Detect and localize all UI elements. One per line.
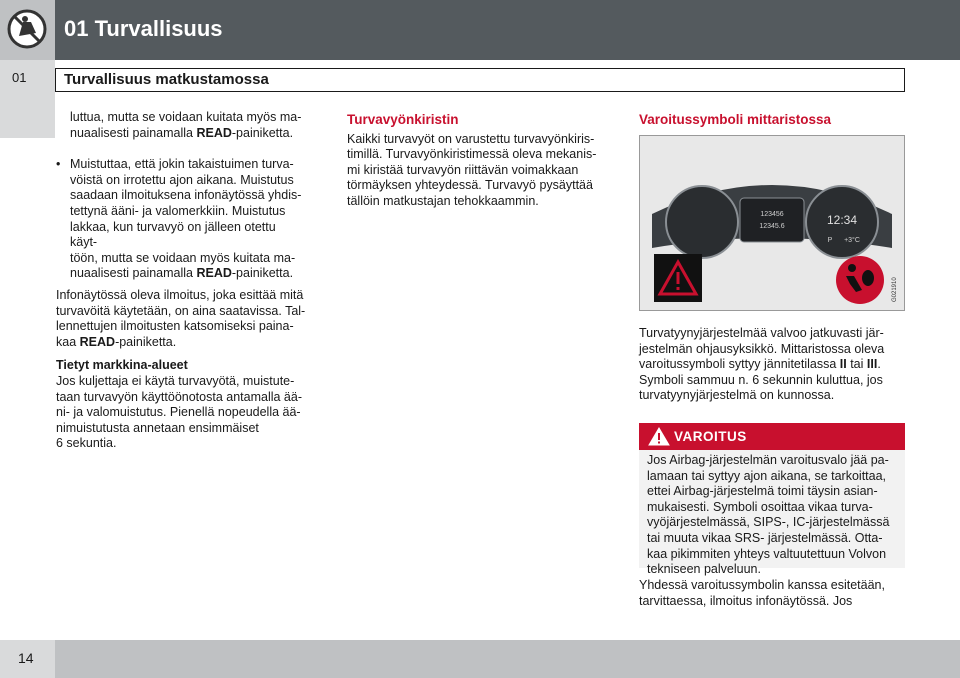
- gear-text: P: [827, 237, 833, 244]
- header-icon-box: [0, 0, 55, 60]
- temp-text: +3°C: [844, 237, 860, 244]
- instrument-cluster-image: [639, 135, 905, 311]
- no-airbag-icon: [0, 0, 55, 60]
- middle-column: Turvavyönkiristin Kaikki turvavyöt on varustettu turvavyönkiris- timillä. Turvavyönkiristimessä oleva mekanis- mi kiristää turvavyön riittävän voimakkaan törmäyksen yhteydessä. Turvavyö pysäyttää tällöin matkustajan tehokkaammin.: [347, 112, 622, 210]
- warning-body: Jos Airbag-järjestelmän varoitusvalo jää pa- lamaan tai syttyy ajon aikana, se tarkoittaa, ettei Airbag-järjestelmä toimi täysin asian- mukaisesti. Symboli osoittaa vikaa turva- vyöjärjestelmässä, SIPS-, IC-järjestelmässä tai muuta vikaa SRS- järjestelmässä. Otta- kaa pikimmiten yhteys valtuutettuun Volvon tekniseen palveluun.: [639, 450, 905, 568]
- list-item: • Muistuttaa, että jokin takaistuimen turva- vöistä on irrotettu ajon aikana. Muistutus saadaan ilmoituksena infonäytössä yhdis- tettynä ääni- ja valomerkkiin. Muistutus lakkaa, kun turvavyö on jälleen otettu käyt- töön, mutta se voidaan myös kuitata ma- nuaalisesti painamalla READ-painiketta.: [56, 157, 302, 281]
- warning-triangle-icon: [645, 423, 673, 450]
- left-column: [56, 110, 306, 452]
- chapter-tab-label: 01: [12, 70, 27, 85]
- bullet-icon: •: [56, 157, 61, 172]
- pretensioner-heading: Turvavyönkiristin: [347, 112, 459, 127]
- image-code: G021910: [892, 277, 898, 302]
- page-number: 14: [18, 650, 34, 666]
- after-warning-paragraph: Yhdessä varoitussymbolin kanssa esitetään, tarvittaessa, ilmoitus infonäytössä. Jos: [639, 578, 885, 608]
- trip-text: 12345.6: [759, 223, 785, 230]
- market-heading: Tietyt markkina-alueet: [56, 358, 188, 373]
- footer-bar: [55, 640, 960, 678]
- odometer-text: 123456: [760, 211, 784, 218]
- page-title: 01 Turvallisuus: [64, 16, 223, 41]
- chapter-tab: [0, 60, 55, 138]
- clock-text: 12:34: [826, 213, 858, 227]
- instrument-cluster-illustration: [640, 136, 904, 310]
- warning-symbol-heading: Varoitussymboli mittaristossa: [639, 112, 832, 127]
- airbag-person-icon: [836, 256, 884, 304]
- market-paragraph: Jos kuljettaja ei käytä turvavyötä, muistute- taan turvavyön käyttöönotosta antamalla ää- ni- ja valomuistutus. Pienellä nopeudella ää- nimuistutusta annetaan ensimmäiset 6 sekuntia.: [56, 373, 302, 451]
- info-paragraph: Infonäytössä oleva ilmoitus, joka esittää mitä turvavöitä käytetään, on aina saatavissa. Tal- lennettujen ilmoitusten katsomiseksi paina- kaa READ-painiketta.: [56, 287, 306, 349]
- warning-title: VAROITUS: [674, 429, 747, 444]
- right-paragraph: Turvatyynyjärjestelmää valvoo jatkuvasti jär- jestelmän ohjausyksikkö. Mittaristossa oleva varoitussymboli syttyy jännitetilassa II tai III. Symboli sammuu n. 6 sekunnin kuluttua, jos turvatyynyjärjestelmä on kunnossa.: [639, 326, 885, 403]
- intro-paragraph: luttua, mutta se voidaan kuitata myös ma- nuaalisesti painamalla READ-painiketta.: [70, 110, 302, 140]
- section-title: Turvallisuus matkustamossa: [64, 71, 269, 88]
